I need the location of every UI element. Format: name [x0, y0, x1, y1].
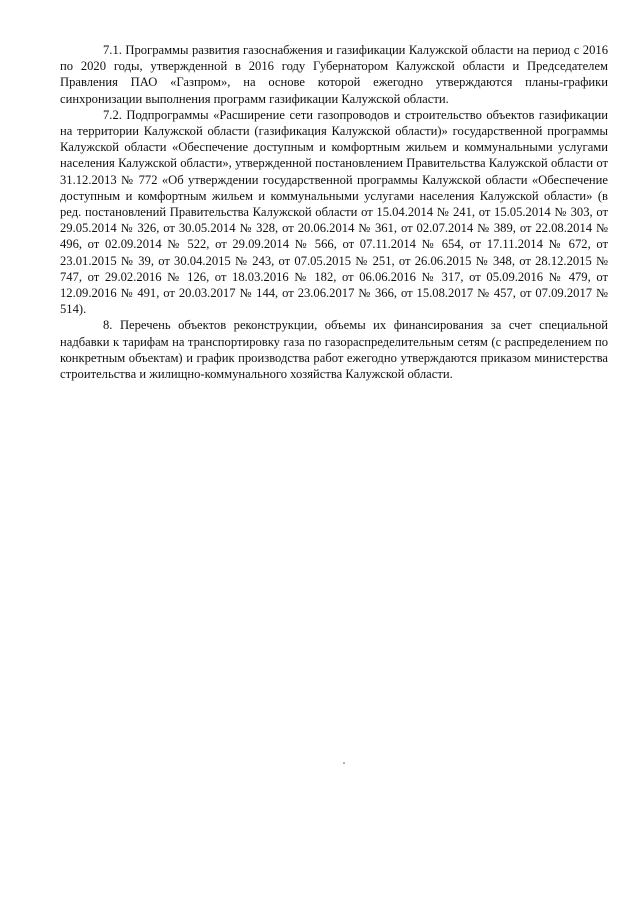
paragraph-7-1: 7.1. Программы развития газоснабжения и газификации Калужской области на период с 2016 по 2020 годы, утвержденной в 2016 году Губернатором Калужской области и Председателем Правления ПАО «Газпром», на основе которой ежегодно утверждаются планы-графики синхронизации выполнения программ газификации Калужской области. [60, 43, 608, 106]
paragraph-7-2: 7.2. Подпрограммы «Расширение сети газопроводов и строительство объектов газификации на территории Калужской области (газификация Калужской области)» государственной программы Калужской области «Обеспечение доступным и комфортным жильем и коммунальными услугами населения Калужской области», утвержденной постановлением Правительства Калужской области от 31.12.2013 № 772 «Об утверждении государственной программы Калужской области «Обеспечение доступным и комфортным жильем и коммунальными услугами населения Калужской области» (в ред. постановлений Правительства Калужской области от 15.04.2014 № 241, от 15.05.2014 № 303, от 29.05.2014 № 326, от 30.05.2014 № 328, от 20.06.2014 № 361, от 02.07.2014 № 389, от 22.08.2014 № 496, от 02.09.2014 № 522, от 29.09.2014 № 566, от 07.11.2014 № 654, от 17.11.2014 № 672, от 23.01.2015 № 39, от 30.04.2015 № 243, от 07.05.2015 № 251, от 26.06.2015 № 348, от 28.12.2015 № 747, от 29.02.2016 № 126, от 18.03.2016 № 182, от 06.06.2016 № 317, от 05.09.2016 № 479, от 12.09.2016 № 491, от 20.03.2017 № 144, от 23.06.2017 № 366, от 15.08.2017 № 457, от 07.09.2017 № 514). [60, 107, 608, 317]
document-body [60, 42, 608, 382]
scan-speck [343, 762, 345, 764]
paragraph-8: 8. Перечень объектов реконструкции, объемы их финансирования за счет специальной надбавки к тарифам на транспортировку газа по газораспределительным сетям (с распределением по конкретным объектам) и график производства работ ежегодно утверждаются приказом министерства строительства и жилищно-коммунального хозяйства Калужской области. [60, 318, 608, 382]
